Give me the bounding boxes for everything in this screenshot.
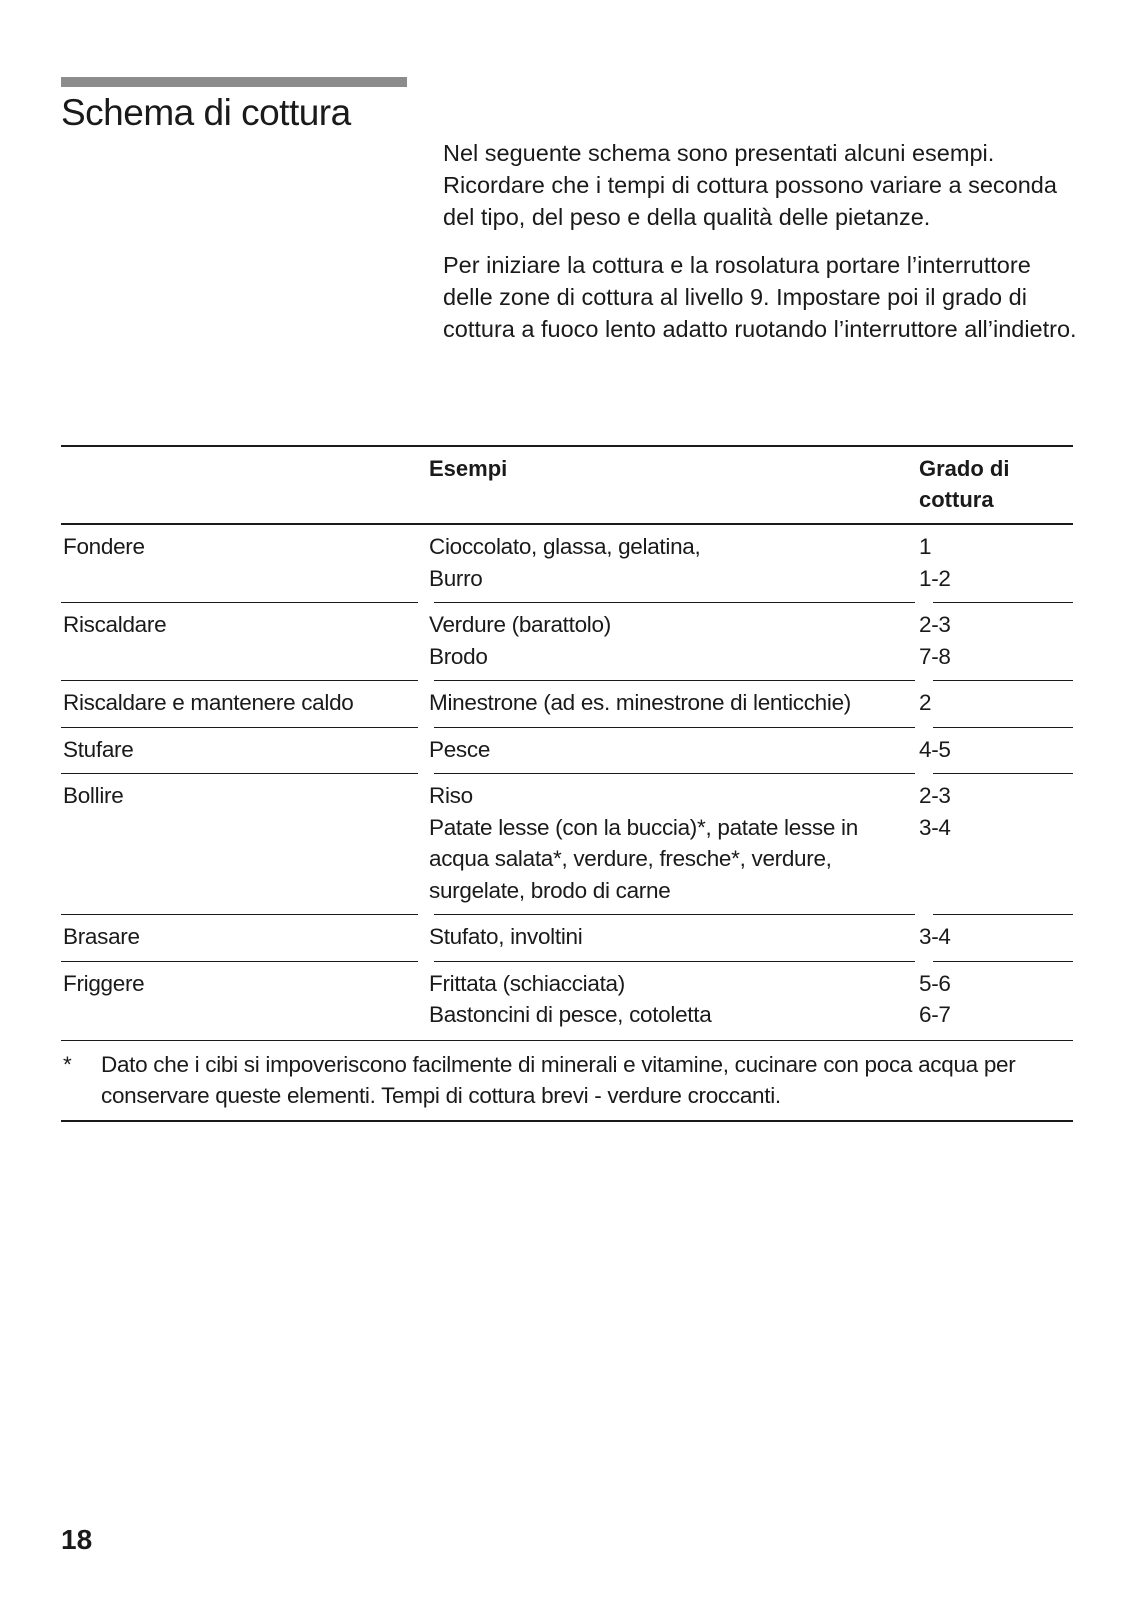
header-method: [61, 453, 415, 515]
example-line: Pesce: [429, 736, 491, 762]
cell-method: Riscaldare e mantenere caldo: [63, 690, 354, 715]
example-line: Brodo: [429, 643, 488, 669]
level-value: 7-8: [919, 643, 951, 669]
example-line: Cioccolato, glassa, gelatina,: [429, 534, 701, 559]
cell-method: Fondere: [63, 534, 145, 559]
table-body: [61, 525, 1073, 1041]
level-value: 1: [919, 534, 932, 559]
header-level: [901, 453, 1073, 515]
example-line: Patate lesse (con la buccia)*, patate lesse in: [429, 814, 858, 840]
cell-level: [901, 780, 1073, 906]
table-row: [61, 774, 1073, 915]
example-line: Minestrone (ad es. minestrone di lenticchie): [429, 690, 852, 715]
header-level-line-1: Grado di: [919, 456, 1010, 481]
title-bar: [61, 77, 407, 87]
cell-level: [901, 687, 1073, 719]
cell-examples: [415, 609, 901, 672]
cell-level: [901, 609, 1073, 672]
example-line: Bastoncini di pesce, cotoletta: [429, 1002, 712, 1027]
cell-method: Bollire: [63, 783, 124, 808]
cell-examples: [415, 687, 901, 719]
level-value: 4-5: [919, 736, 951, 762]
level-value: 5-6: [919, 970, 951, 996]
cell-level: [901, 734, 1073, 766]
cell-level: [901, 531, 1073, 594]
cell-examples: [415, 921, 901, 953]
table-footnote: [61, 1041, 1073, 1122]
page-number: 18: [61, 1524, 93, 1555]
cell-examples: [415, 780, 901, 906]
cooking-table: [61, 445, 1073, 1122]
level-value: 2: [919, 690, 932, 715]
page-title: Schema di cottura: [61, 92, 351, 133]
cell-examples: [415, 734, 901, 766]
level-value: 3-4: [919, 924, 951, 949]
cell-level: [901, 968, 1073, 1031]
table-row: [61, 681, 1073, 728]
example-line: Verdure (barattolo): [429, 612, 611, 637]
cell-examples: [415, 531, 901, 594]
example-line: surgelate, brodo di carne: [429, 877, 671, 903]
table-row: [61, 915, 1073, 962]
table-header: [61, 447, 1073, 525]
level-value: 3-4: [919, 814, 951, 840]
header-examples: Esempi: [429, 456, 508, 481]
level-value: 1-2: [919, 565, 951, 591]
table-row: [61, 962, 1073, 1041]
cell-method: Riscaldare: [63, 612, 167, 637]
example-line: Riso: [429, 783, 473, 808]
table-row: [61, 525, 1073, 603]
intro-text: [443, 137, 1083, 361]
level-value: 2-3: [919, 783, 951, 808]
example-line: Stufato, involtini: [429, 924, 583, 949]
table-row: [61, 728, 1073, 775]
cell-method: Brasare: [63, 924, 140, 949]
cell-method: Friggere: [63, 970, 145, 996]
header-level-line-2: cottura: [919, 487, 994, 512]
example-line: Frittata (schiacciata): [429, 970, 625, 996]
table-row: [61, 603, 1073, 681]
intro-paragraph-1: Nel seguente schema sono presentati alcuni esempi. Ricordare che i tempi di cottura possono variare a seconda del tipo, del peso e della qualità delle pietanze.: [443, 140, 1057, 230]
level-value: 6-7: [919, 1002, 951, 1027]
example-line: acqua salata*, verdure, fresche*, verdure,: [429, 846, 832, 871]
example-line: Burro: [429, 565, 483, 591]
footnote-mark: *: [63, 1051, 72, 1077]
cell-level: [901, 921, 1073, 953]
footnote-text: Dato che i cibi si impoveriscono facilmente di minerali e vitamine, cucinare con poca acqua per conservare queste elementi. Tempi di cottura brevi - verdure croccanti.: [101, 1051, 1016, 1108]
cell-method: Stufare: [63, 736, 134, 762]
intro-paragraph-2: Per iniziare la cottura e la rosolatura portare l’interruttore delle zone di cottura al livello 9. Impostare poi il grado di cottura a fuoco lento adatto ruotando l’interruttore all’indietro.: [443, 252, 1077, 342]
level-value: 2-3: [919, 612, 951, 637]
cell-examples: [415, 968, 901, 1031]
